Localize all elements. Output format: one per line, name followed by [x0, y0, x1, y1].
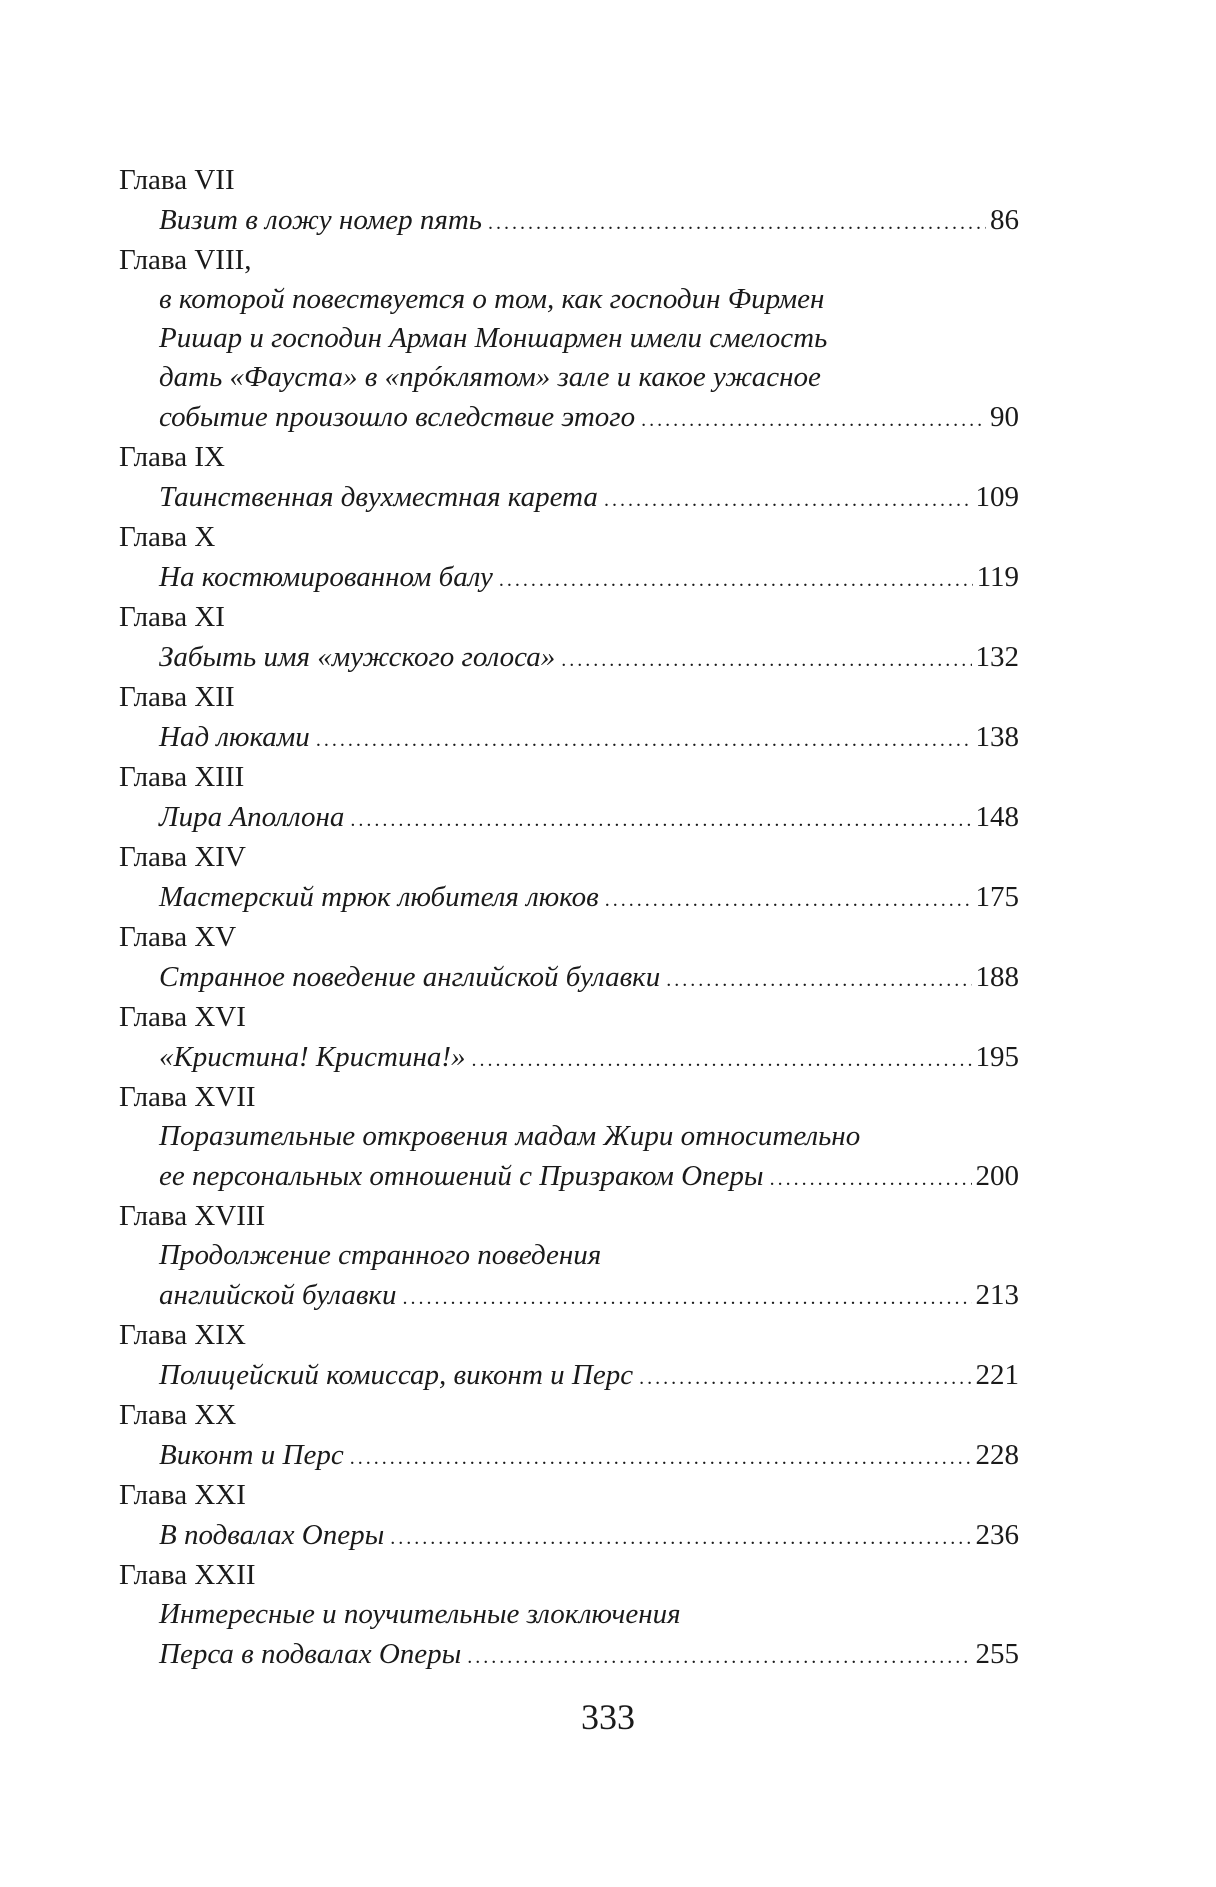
chapter-title-text: Полицейский комиссар, виконт и Перс [159, 1359, 634, 1391]
chapter-title [119, 1595, 1019, 1674]
chapter-page-number: 86 [990, 204, 1019, 236]
chapter-label: Глава XIV [119, 841, 246, 873]
chapter-title-last-line [159, 1156, 1019, 1196]
toc-entry [119, 437, 1019, 517]
chapter-page-number: 90 [990, 401, 1019, 433]
chapter-title-text: Таинственная двухместная карета [159, 481, 598, 513]
chapter-title [119, 1037, 1019, 1077]
chapter-title-last-line [159, 877, 1019, 917]
chapter-title-text: событие произошло вследствие этого [159, 401, 636, 433]
chapter-page-number: 138 [975, 721, 1019, 753]
chapter-label: Глава XVI [119, 1001, 246, 1033]
chapter-label: Глава XV [119, 921, 237, 953]
chapter-title-last-line [159, 1634, 1019, 1674]
dot-leader [770, 1156, 972, 1199]
toc-entry [119, 837, 1019, 917]
chapter-title [119, 877, 1019, 917]
chapter-label: Глава X [119, 521, 216, 553]
chapter-page-number: 195 [975, 1041, 1019, 1073]
chapter-title-line: Ришар и господин Арман Моншармен имели смелость [159, 322, 828, 354]
chapter-title [119, 1355, 1019, 1395]
table-of-contents [119, 160, 1019, 1674]
chapter-page-number: 175 [975, 881, 1019, 913]
chapter-title-text: Мастерский трюк любителя люков [159, 881, 599, 913]
chapter-title-text: Странное поведение английской булавки [159, 961, 661, 993]
toc-entry [119, 917, 1019, 997]
dot-leader [403, 1275, 972, 1318]
chapter-title-text: На костюмированном балу [159, 561, 493, 593]
chapter-page-number: 188 [975, 961, 1019, 993]
toc-entry [119, 1475, 1019, 1555]
chapter-title-text: Перса в подвалах Оперы [159, 1638, 462, 1670]
chapter-title [119, 200, 1019, 240]
chapter-title [119, 477, 1019, 517]
page-number: 333 [581, 1697, 635, 1737]
chapter-title-last-line [159, 637, 1019, 677]
dot-leader [390, 1515, 971, 1558]
toc-entry [119, 757, 1019, 837]
chapter-page-number: 213 [975, 1279, 1019, 1311]
chapter-title-text: Виконт и Перс [159, 1439, 344, 1471]
dot-leader [641, 397, 986, 440]
toc-entry [119, 1077, 1019, 1196]
chapter-title [119, 957, 1019, 997]
chapter-title-last-line [159, 957, 1019, 997]
dot-leader [467, 1634, 971, 1677]
toc-entry [119, 1196, 1019, 1315]
chapter-page-number: 119 [976, 561, 1019, 593]
chapter-title-line: Поразительные откровения мадам Жири относительно [159, 1120, 861, 1152]
chapter-title-text: Визит в ложу номер пять [159, 204, 482, 236]
chapter-title-text: «Кристина! Кристина!» [159, 1041, 466, 1073]
chapter-title [119, 1117, 1019, 1196]
chapter-title [119, 1236, 1019, 1315]
chapter-title-line: дать «Фауста» в «прóклятом» зале и какое ужасное [159, 361, 821, 393]
chapter-title-last-line [159, 797, 1019, 837]
chapter-page-number: 132 [975, 641, 1019, 673]
chapter-label: Глава VIII, [119, 244, 252, 276]
chapter-title-last-line [159, 1037, 1019, 1077]
dot-leader [561, 637, 971, 680]
chapter-page-number: 200 [975, 1160, 1019, 1192]
chapter-label: Глава XVII [119, 1081, 256, 1113]
chapter-title-text: английской булавки [159, 1279, 397, 1311]
chapter-title [119, 717, 1019, 757]
chapter-title-text: Лира Аполлона [159, 801, 345, 833]
chapter-label: Глава XX [119, 1399, 237, 1431]
chapter-label: Глава IX [119, 441, 225, 473]
dot-leader [350, 797, 971, 840]
chapter-title-last-line [159, 397, 1019, 437]
chapter-title [119, 1515, 1019, 1555]
toc-entry [119, 677, 1019, 757]
chapter-page-number: 228 [975, 1439, 1019, 1471]
toc-entry [119, 1555, 1019, 1674]
toc-entry [119, 517, 1019, 597]
chapter-title [119, 797, 1019, 837]
chapter-label: Глава VII [119, 164, 235, 196]
toc-entry [119, 997, 1019, 1077]
chapter-label: Глава XXI [119, 1479, 246, 1511]
dot-leader [499, 557, 973, 600]
dot-leader [350, 1435, 972, 1478]
chapter-title-text: Над люками [159, 721, 310, 753]
toc-entry [119, 1395, 1019, 1475]
dot-leader [666, 957, 971, 1000]
chapter-label: Глава XIII [119, 761, 245, 793]
chapter-title [119, 1435, 1019, 1475]
chapter-title-text: Забыть имя «мужского голоса» [159, 641, 556, 673]
chapter-title-text: В подвалах Оперы [159, 1519, 385, 1551]
chapter-page-number: 236 [975, 1519, 1019, 1551]
chapter-label: Глава XXII [119, 1559, 256, 1591]
toc-entry [119, 597, 1019, 677]
chapter-title [119, 280, 1019, 437]
chapter-page-number: 109 [975, 481, 1019, 513]
chapter-title-text: ее персональных отношений с Призраком Оперы [159, 1160, 764, 1192]
dot-leader [316, 717, 972, 760]
dot-leader [471, 1037, 971, 1080]
chapter-title-last-line [159, 1275, 1019, 1315]
chapter-page-number: 221 [975, 1359, 1019, 1391]
chapter-title-last-line [159, 477, 1019, 517]
chapter-title [119, 557, 1019, 597]
chapter-title-last-line [159, 557, 1019, 597]
dot-leader [639, 1355, 971, 1398]
dot-leader [605, 877, 972, 920]
chapter-title-last-line [159, 717, 1019, 757]
chapter-title-line: Продолжение странного поведения [159, 1239, 602, 1271]
chapter-title-last-line [159, 1355, 1019, 1395]
chapter-title-last-line [159, 200, 1019, 240]
toc-entry [119, 160, 1019, 240]
chapter-title-line: в которой повествуется о том, как господин Фирмен [159, 283, 825, 315]
dot-leader [488, 200, 986, 243]
chapter-label: Глава XIX [119, 1319, 246, 1351]
dot-leader [604, 477, 972, 520]
chapter-title-last-line [159, 1435, 1019, 1475]
chapter-title-line: Интересные и поучительные злоключения [159, 1598, 681, 1630]
chapter-title-last-line [159, 1515, 1019, 1555]
chapter-title [119, 637, 1019, 677]
chapter-label: Глава XI [119, 601, 225, 633]
toc-entry [119, 240, 1019, 437]
chapter-page-number: 255 [975, 1638, 1019, 1670]
toc-entry [119, 1315, 1019, 1395]
chapter-page-number: 148 [975, 801, 1019, 833]
chapter-label: Глава XII [119, 681, 235, 713]
chapter-label: Глава XVIII [119, 1200, 266, 1232]
